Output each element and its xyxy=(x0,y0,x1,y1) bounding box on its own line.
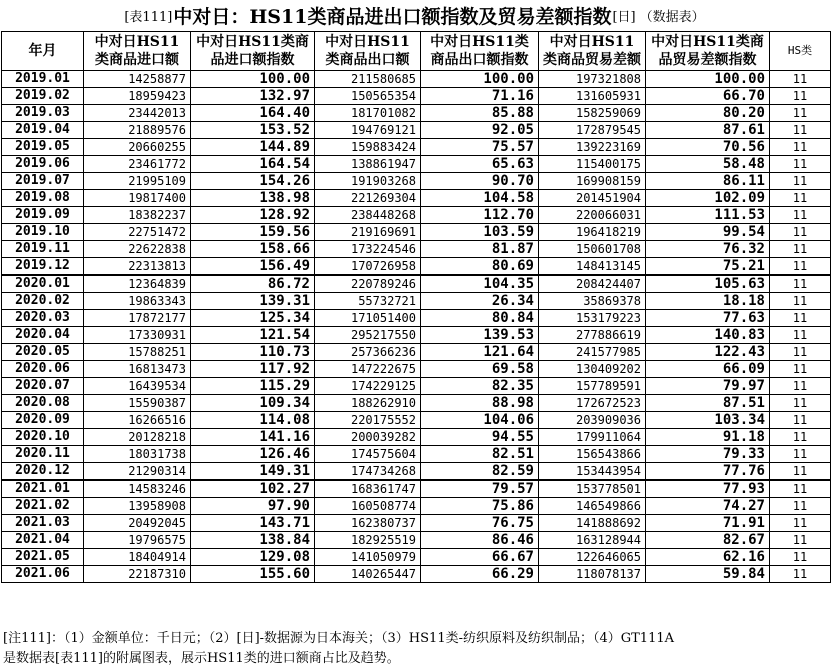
table-cell: 11 xyxy=(770,241,831,258)
table-cell: 66.09 xyxy=(646,361,770,378)
table-row xyxy=(2,173,831,190)
table-cell: 16266516 xyxy=(84,412,191,429)
table-cell: 2020.07 xyxy=(2,378,84,395)
table-cell: 111.53 xyxy=(646,207,770,224)
table-cell: 148413145 xyxy=(539,258,646,276)
table-cell: 164.40 xyxy=(191,105,315,122)
table-cell: 201451904 xyxy=(539,190,646,207)
column-header: 中对日HS11类商品进口额指数 xyxy=(191,32,315,71)
table-cell: 121.64 xyxy=(421,344,539,361)
table-cell: 82.51 xyxy=(421,446,539,463)
footnote xyxy=(3,629,829,669)
table-cell: 81.87 xyxy=(421,241,539,258)
table-cell: 125.34 xyxy=(191,310,315,327)
table-cell: 138.98 xyxy=(191,190,315,207)
table-cell: 2020.12 xyxy=(2,463,84,481)
table-cell: 69.58 xyxy=(421,361,539,378)
table-cell: 71.91 xyxy=(646,515,770,532)
table-number: [表111] xyxy=(124,10,173,25)
table-cell: 11 xyxy=(770,310,831,327)
table-cell: 11 xyxy=(770,293,831,310)
table-cell: 11 xyxy=(770,361,831,378)
table-cell: 139.53 xyxy=(421,327,539,344)
table-row xyxy=(2,139,831,156)
table-cell: 2019.06 xyxy=(2,156,84,173)
table-cell: 155.60 xyxy=(191,566,315,583)
table-cell: 200039282 xyxy=(315,429,421,446)
table-row xyxy=(2,71,831,88)
table-row xyxy=(2,344,831,361)
table-cell: 141050979 xyxy=(315,549,421,566)
table-cell: 140.83 xyxy=(646,327,770,344)
table-cell: 153443954 xyxy=(539,463,646,481)
table-cell: 11 xyxy=(770,463,831,481)
table-cell: 173224546 xyxy=(315,241,421,258)
table-cell: 2021.06 xyxy=(2,566,84,583)
column-header: 中对日HS11类商品出口额指数 xyxy=(421,32,539,71)
table-row xyxy=(2,224,831,241)
table-cell: 171051400 xyxy=(315,310,421,327)
table-cell: 17872177 xyxy=(84,310,191,327)
footnote-line: [注111]：（1）金额单位：千日元；（2）[日]-数据源为日本海关；（3）HS11类-纺织原料及纺织制品；（4）GT111A xyxy=(3,631,675,646)
table-cell: 109.34 xyxy=(191,395,315,412)
table-type-note: （数据表） xyxy=(639,10,705,25)
table-cell: 138.84 xyxy=(191,532,315,549)
table-cell: 82.59 xyxy=(421,463,539,481)
table-cell: 11 xyxy=(770,566,831,583)
column-header: 中对日HS11类商品出口额 xyxy=(315,32,421,71)
table-cell: 2019.12 xyxy=(2,258,84,276)
table-cell: 11 xyxy=(770,412,831,429)
table-cell: 23461772 xyxy=(84,156,191,173)
table-cell: 15590387 xyxy=(84,395,191,412)
table-cell: 219169691 xyxy=(315,224,421,241)
table-cell: 164.54 xyxy=(191,156,315,173)
table-cell: 12364839 xyxy=(84,275,191,293)
table-cell: 91.18 xyxy=(646,429,770,446)
table-cell: 2019.03 xyxy=(2,105,84,122)
table-body xyxy=(2,71,831,583)
table-cell: 85.88 xyxy=(421,105,539,122)
table-cell: 11 xyxy=(770,71,831,88)
table-cell: 20492045 xyxy=(84,515,191,532)
table-cell: 11 xyxy=(770,429,831,446)
table-cell: 19817400 xyxy=(84,190,191,207)
table-cell: 2021.05 xyxy=(2,549,84,566)
table-row xyxy=(2,327,831,344)
table-cell: 79.57 xyxy=(421,480,539,498)
table-cell: 75.57 xyxy=(421,139,539,156)
table-cell: 141888692 xyxy=(539,515,646,532)
table-cell: 77.76 xyxy=(646,463,770,481)
table-row xyxy=(2,241,831,258)
table-cell: 174575604 xyxy=(315,446,421,463)
table-cell: 11 xyxy=(770,173,831,190)
table-cell: 76.75 xyxy=(421,515,539,532)
table-cell: 103.34 xyxy=(646,412,770,429)
table-cell: 86.46 xyxy=(421,532,539,549)
table-cell: 77.93 xyxy=(646,480,770,498)
table-cell: 110.73 xyxy=(191,344,315,361)
table-cell: 2021.03 xyxy=(2,515,84,532)
table-cell: 22187310 xyxy=(84,566,191,583)
table-cell: 174229125 xyxy=(315,378,421,395)
table-cell: 2019.11 xyxy=(2,241,84,258)
table-cell: 55732721 xyxy=(315,293,421,310)
table-row xyxy=(2,498,831,515)
table-cell: 26.34 xyxy=(421,293,539,310)
table-cell: 21889576 xyxy=(84,122,191,139)
table-cell: 11 xyxy=(770,207,831,224)
table-cell: 158259069 xyxy=(539,105,646,122)
table-cell: 11 xyxy=(770,446,831,463)
table-cell: 11 xyxy=(770,498,831,515)
table-cell: 220066031 xyxy=(539,207,646,224)
table-cell: 147222675 xyxy=(315,361,421,378)
table-cell: 138861947 xyxy=(315,156,421,173)
table-cell: 76.32 xyxy=(646,241,770,258)
column-header: 年月 xyxy=(2,32,84,71)
table-row xyxy=(2,378,831,395)
table-cell: 188262910 xyxy=(315,395,421,412)
table-cell: 132.97 xyxy=(191,88,315,105)
table-cell: 11 xyxy=(770,532,831,549)
table-row xyxy=(2,310,831,327)
table-cell: 2020.09 xyxy=(2,412,84,429)
table-cell: 2020.11 xyxy=(2,446,84,463)
table-cell: 168361747 xyxy=(315,480,421,498)
table-row xyxy=(2,105,831,122)
table-row xyxy=(2,412,831,429)
column-header: HS类 xyxy=(770,32,831,71)
table-cell: 22622838 xyxy=(84,241,191,258)
table-cell: 182925519 xyxy=(315,532,421,549)
table-cell: 163128944 xyxy=(539,532,646,549)
table-cell: 18031738 xyxy=(84,446,191,463)
table-cell: 11 xyxy=(770,190,831,207)
table-cell: 160508774 xyxy=(315,498,421,515)
table-cell: 19796575 xyxy=(84,532,191,549)
table-row xyxy=(2,446,831,463)
table-cell: 65.63 xyxy=(421,156,539,173)
table-cell: 2020.02 xyxy=(2,293,84,310)
table-cell: 14583246 xyxy=(84,480,191,498)
table-cell: 79.97 xyxy=(646,378,770,395)
table-cell: 241577985 xyxy=(539,344,646,361)
table-cell: 115400175 xyxy=(539,156,646,173)
table-cell: 15788251 xyxy=(84,344,191,361)
table-cell: 170726958 xyxy=(315,258,421,276)
table-cell: 2020.08 xyxy=(2,395,84,412)
table-cell: 2020.01 xyxy=(2,275,84,293)
table-cell: 14258877 xyxy=(84,71,191,88)
table-cell: 75.21 xyxy=(646,258,770,276)
table-cell: 11 xyxy=(770,139,831,156)
table-cell: 92.05 xyxy=(421,122,539,139)
table-row xyxy=(2,258,831,276)
table-cell: 2021.04 xyxy=(2,532,84,549)
table-cell: 74.27 xyxy=(646,498,770,515)
table-cell: 16439534 xyxy=(84,378,191,395)
table-cell: 128.92 xyxy=(191,207,315,224)
table-cell: 191903268 xyxy=(315,173,421,190)
table-cell: 87.51 xyxy=(646,395,770,412)
table-row xyxy=(2,361,831,378)
table-cell: 150565354 xyxy=(315,88,421,105)
table-cell: 66.67 xyxy=(421,549,539,566)
table-cell: 11 xyxy=(770,258,831,276)
table-cell: 87.61 xyxy=(646,122,770,139)
table-cell: 88.98 xyxy=(421,395,539,412)
table-cell: 2020.10 xyxy=(2,429,84,446)
table-cell: 17330931 xyxy=(84,327,191,344)
table-cell: 2020.06 xyxy=(2,361,84,378)
table-row xyxy=(2,122,831,139)
table-cell: 82.67 xyxy=(646,532,770,549)
table-cell: 11 xyxy=(770,105,831,122)
table-cell: 157789591 xyxy=(539,378,646,395)
table-cell: 11 xyxy=(770,122,831,139)
table-cell: 2021.01 xyxy=(2,480,84,498)
footnote-line: 是数据表[表111]的附属图表，展示HS11类的进口额商占比及趋势。 xyxy=(3,651,400,666)
data-source-tag: [日] xyxy=(612,10,636,25)
table-cell: 11 xyxy=(770,395,831,412)
table-cell: 181701082 xyxy=(315,105,421,122)
table-cell: 94.55 xyxy=(421,429,539,446)
table-cell: 130409202 xyxy=(539,361,646,378)
table-cell: 153179223 xyxy=(539,310,646,327)
table-cell: 146549866 xyxy=(539,498,646,515)
table-cell: 22751472 xyxy=(84,224,191,241)
table-row xyxy=(2,293,831,310)
table-cell: 20660255 xyxy=(84,139,191,156)
column-header: 中对日HS11类商品贸易差额 xyxy=(539,32,646,71)
table-cell: 97.90 xyxy=(191,498,315,515)
table-cell: 139.31 xyxy=(191,293,315,310)
table-row xyxy=(2,190,831,207)
table-cell: 139223169 xyxy=(539,139,646,156)
table-cell: 159.56 xyxy=(191,224,315,241)
table-cell: 211580685 xyxy=(315,71,421,88)
table-row xyxy=(2,532,831,549)
column-header: 中对日HS11类商品进口额 xyxy=(84,32,191,71)
table-cell: 149.31 xyxy=(191,463,315,481)
table-cell: 104.06 xyxy=(421,412,539,429)
table-cell: 35869378 xyxy=(539,293,646,310)
table-cell: 122646065 xyxy=(539,549,646,566)
table-cell: 220175552 xyxy=(315,412,421,429)
table-cell: 112.70 xyxy=(421,207,539,224)
table-cell: 295217550 xyxy=(315,327,421,344)
table-cell: 2021.02 xyxy=(2,498,84,515)
table-cell: 11 xyxy=(770,378,831,395)
table-cell: 203909036 xyxy=(539,412,646,429)
table-cell: 2019.10 xyxy=(2,224,84,241)
table-cell: 66.29 xyxy=(421,566,539,583)
table-cell: 11 xyxy=(770,224,831,241)
table-cell: 99.54 xyxy=(646,224,770,241)
table-row xyxy=(2,515,831,532)
column-header: 中对日HS11类商品贸易差额指数 xyxy=(646,32,770,71)
table-cell: 220789246 xyxy=(315,275,421,293)
table-cell: 16813473 xyxy=(84,361,191,378)
table-row xyxy=(2,463,831,481)
table-cell: 2019.07 xyxy=(2,173,84,190)
table-cell: 71.16 xyxy=(421,88,539,105)
table-cell: 11 xyxy=(770,88,831,105)
table-cell: 153778501 xyxy=(539,480,646,498)
table-cell: 121.54 xyxy=(191,327,315,344)
table-cell: 2019.09 xyxy=(2,207,84,224)
table-cell: 100.00 xyxy=(646,71,770,88)
table-cell: 79.33 xyxy=(646,446,770,463)
table-cell: 2020.05 xyxy=(2,344,84,361)
table-cell: 150601708 xyxy=(539,241,646,258)
table-cell: 140265447 xyxy=(315,566,421,583)
table-cell: 105.63 xyxy=(646,275,770,293)
table-cell: 143.71 xyxy=(191,515,315,532)
table-cell: 86.11 xyxy=(646,173,770,190)
table-cell: 2019.08 xyxy=(2,190,84,207)
table-cell: 100.00 xyxy=(421,71,539,88)
table-cell: 179911064 xyxy=(539,429,646,446)
header-row xyxy=(2,32,831,71)
table-cell: 159883424 xyxy=(315,139,421,156)
table-cell: 114.08 xyxy=(191,412,315,429)
table-cell: 11 xyxy=(770,515,831,532)
table-cell: 82.35 xyxy=(421,378,539,395)
table-row xyxy=(2,429,831,446)
table-cell: 11 xyxy=(770,156,831,173)
table-main-title: 中对日：HS11类商品进出口额指数及贸易差额指数 xyxy=(173,6,612,28)
table-cell: 153.52 xyxy=(191,122,315,139)
table-cell: 59.84 xyxy=(646,566,770,583)
table-cell: 22313813 xyxy=(84,258,191,276)
table-cell: 21290314 xyxy=(84,463,191,481)
table-cell: 144.89 xyxy=(191,139,315,156)
table-row xyxy=(2,549,831,566)
table-cell: 208424407 xyxy=(539,275,646,293)
table-cell: 62.16 xyxy=(646,549,770,566)
table-cell: 18382237 xyxy=(84,207,191,224)
table-cell: 194769121 xyxy=(315,122,421,139)
table-cell: 11 xyxy=(770,549,831,566)
table-cell: 90.70 xyxy=(421,173,539,190)
table-cell: 238448268 xyxy=(315,207,421,224)
table-cell: 11 xyxy=(770,327,831,344)
table-row xyxy=(2,207,831,224)
table-row xyxy=(2,480,831,498)
table-cell: 122.43 xyxy=(646,344,770,361)
table-row xyxy=(2,395,831,412)
table-cell: 70.56 xyxy=(646,139,770,156)
table-cell: 66.70 xyxy=(646,88,770,105)
table-cell: 277886619 xyxy=(539,327,646,344)
table-cell: 86.72 xyxy=(191,275,315,293)
table-cell: 2019.01 xyxy=(2,71,84,88)
table-cell: 158.66 xyxy=(191,241,315,258)
table-cell: 103.59 xyxy=(421,224,539,241)
data-table xyxy=(1,31,831,583)
table-cell: 75.86 xyxy=(421,498,539,515)
table-cell: 13958908 xyxy=(84,498,191,515)
table-cell: 102.09 xyxy=(646,190,770,207)
table-cell: 104.35 xyxy=(421,275,539,293)
table-row xyxy=(2,275,831,293)
table-cell: 11 xyxy=(770,480,831,498)
table-cell: 156543866 xyxy=(539,446,646,463)
table-cell: 131605931 xyxy=(539,88,646,105)
table-cell: 126.46 xyxy=(191,446,315,463)
table-cell: 58.48 xyxy=(646,156,770,173)
table-title xyxy=(0,0,829,31)
table-cell: 11 xyxy=(770,344,831,361)
table-cell: 21995109 xyxy=(84,173,191,190)
table-cell: 2020.04 xyxy=(2,327,84,344)
table-row xyxy=(2,566,831,583)
table-cell: 197321808 xyxy=(539,71,646,88)
table-cell: 172672523 xyxy=(539,395,646,412)
table-cell: 77.63 xyxy=(646,310,770,327)
table-row xyxy=(2,156,831,173)
table-cell: 18.18 xyxy=(646,293,770,310)
table-row xyxy=(2,88,831,105)
table-cell: 100.00 xyxy=(191,71,315,88)
table-cell: 196418219 xyxy=(539,224,646,241)
table-cell: 2019.04 xyxy=(2,122,84,139)
table-cell: 80.20 xyxy=(646,105,770,122)
table-cell: 19863343 xyxy=(84,293,191,310)
table-cell: 172879545 xyxy=(539,122,646,139)
table-cell: 18959423 xyxy=(84,88,191,105)
table-cell: 115.29 xyxy=(191,378,315,395)
table-cell: 162380737 xyxy=(315,515,421,532)
table-cell: 18404914 xyxy=(84,549,191,566)
table-cell: 80.69 xyxy=(421,258,539,276)
table-cell: 154.26 xyxy=(191,173,315,190)
table-cell: 174734268 xyxy=(315,463,421,481)
table-cell: 11 xyxy=(770,275,831,293)
table-cell: 117.92 xyxy=(191,361,315,378)
table-cell: 156.49 xyxy=(191,258,315,276)
table-cell: 129.08 xyxy=(191,549,315,566)
table-cell: 104.58 xyxy=(421,190,539,207)
table-cell: 2019.02 xyxy=(2,88,84,105)
table-cell: 102.27 xyxy=(191,480,315,498)
table-cell: 141.16 xyxy=(191,429,315,446)
table-cell: 2019.05 xyxy=(2,139,84,156)
table-cell: 80.84 xyxy=(421,310,539,327)
table-cell: 257366236 xyxy=(315,344,421,361)
table-cell: 221269304 xyxy=(315,190,421,207)
table-cell: 20128218 xyxy=(84,429,191,446)
table-cell: 118078137 xyxy=(539,566,646,583)
table-cell: 23442013 xyxy=(84,105,191,122)
table-cell: 169908159 xyxy=(539,173,646,190)
table-cell: 2020.03 xyxy=(2,310,84,327)
